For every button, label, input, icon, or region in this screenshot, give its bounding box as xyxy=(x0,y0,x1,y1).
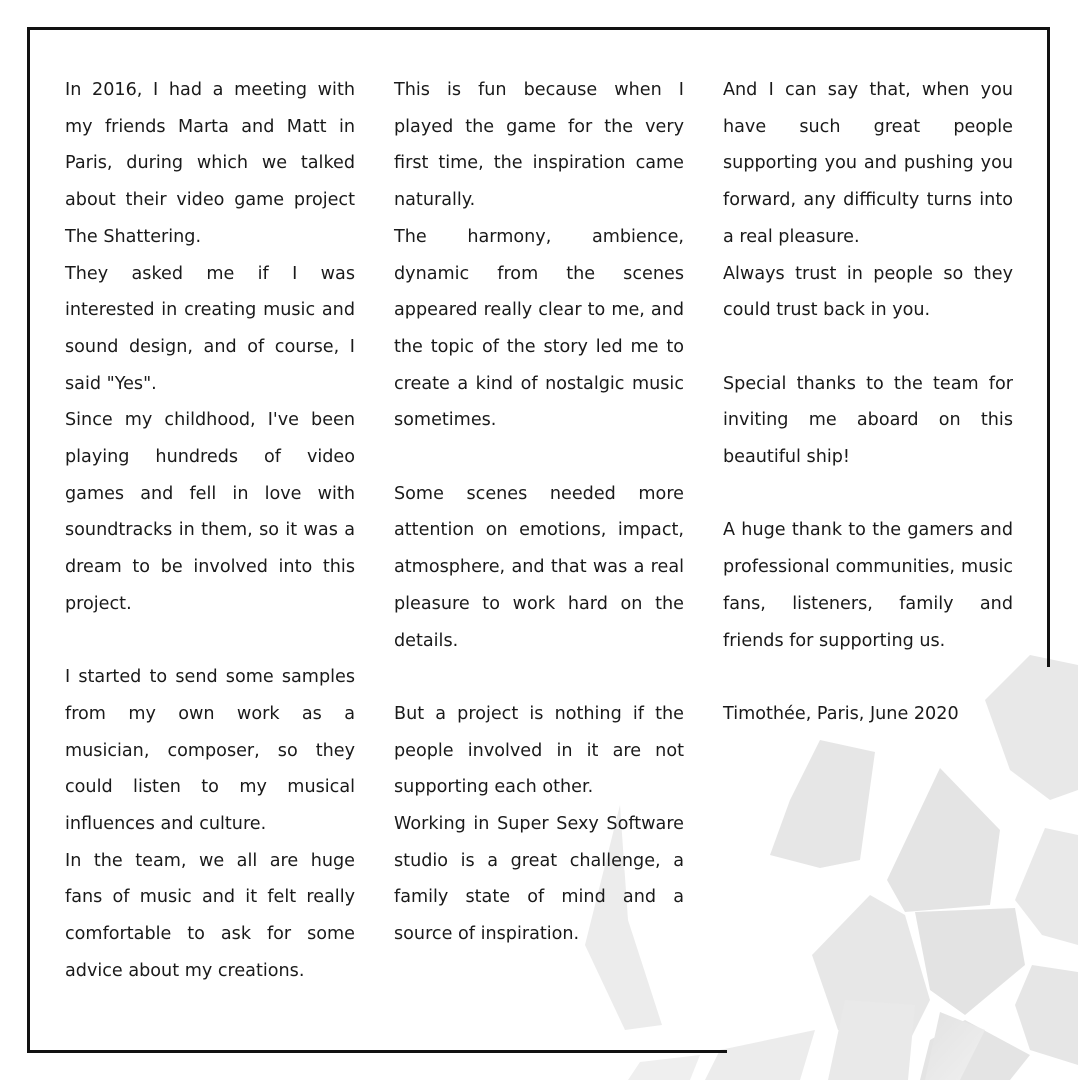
glass-shard xyxy=(1015,828,1078,945)
frame-border-top xyxy=(27,27,1050,30)
paragraph: This is fun because when I played the game for the very first time, the inspiration came naturally. xyxy=(394,80,684,211)
paragraph: Some scenes needed more attention on emotions, impact, atmosphere, and that was a real pleasure to work hard on the details. xyxy=(394,483,684,651)
glass-shard xyxy=(770,740,875,868)
frame-border-bottom xyxy=(27,1050,727,1053)
text-column-1 xyxy=(65,72,355,990)
paragraph: In the team, we all are huge fans of music and it felt really comfortable to ask for some advice about my creations. xyxy=(65,850,355,981)
paragraph: Working in Super Sexy Software studio is a great challenge, a family state of mind and a source of inspiration. xyxy=(394,814,684,945)
glass-shard xyxy=(1015,965,1078,1065)
signature-line: Timothée, Paris, June 2020 xyxy=(723,703,959,724)
glass-shard xyxy=(705,1030,815,1080)
paragraph: A huge thank to the gamers and professional communities, music fans, listeners, family and friends for supporting us. xyxy=(723,520,1013,651)
text-column-2 xyxy=(394,72,684,953)
paragraph: And I can say that, when you have such great people supporting you and pushing you forward, any difficulty turns into a real pleasure. xyxy=(723,80,1013,247)
glass-shard xyxy=(628,1055,700,1080)
frame-border-left xyxy=(27,27,30,1053)
paragraph: But a project is nothing if the people involved in it are not supporting each other. xyxy=(394,703,684,798)
paragraph: Special thanks to the team for inviting me aboard on this beautiful ship! xyxy=(723,373,1013,468)
paragraph: In 2016, I had a meeting with my friends Marta and Matt in Paris, during which we talked about their video game project The Shattering. xyxy=(65,80,355,247)
frame-border-right xyxy=(1047,27,1050,667)
paragraph: They asked me if I was interested in creating music and sound design, and of course, I said "Yes". xyxy=(65,263,355,394)
paragraph: Since my childhood, I've been playing hundreds of video games and fell in love with soundtracks in them, so it was a dream to be involved into this project. xyxy=(65,410,355,614)
paragraph: I started to send some samples from my own work as a musician, composer, so they could listen to my musical influences and culture. xyxy=(65,667,355,835)
paragraph: Always trust in people so they could trust back in you. xyxy=(723,263,1013,321)
glass-shard xyxy=(915,908,1025,1015)
glass-shard xyxy=(887,768,1000,912)
text-column-3 xyxy=(723,72,1013,733)
paragraph: The harmony, ambience, dynamic from the scenes appeared really clear to me, and the topic of the story led me to create a kind of nostalgic music sometimes. xyxy=(394,226,684,431)
